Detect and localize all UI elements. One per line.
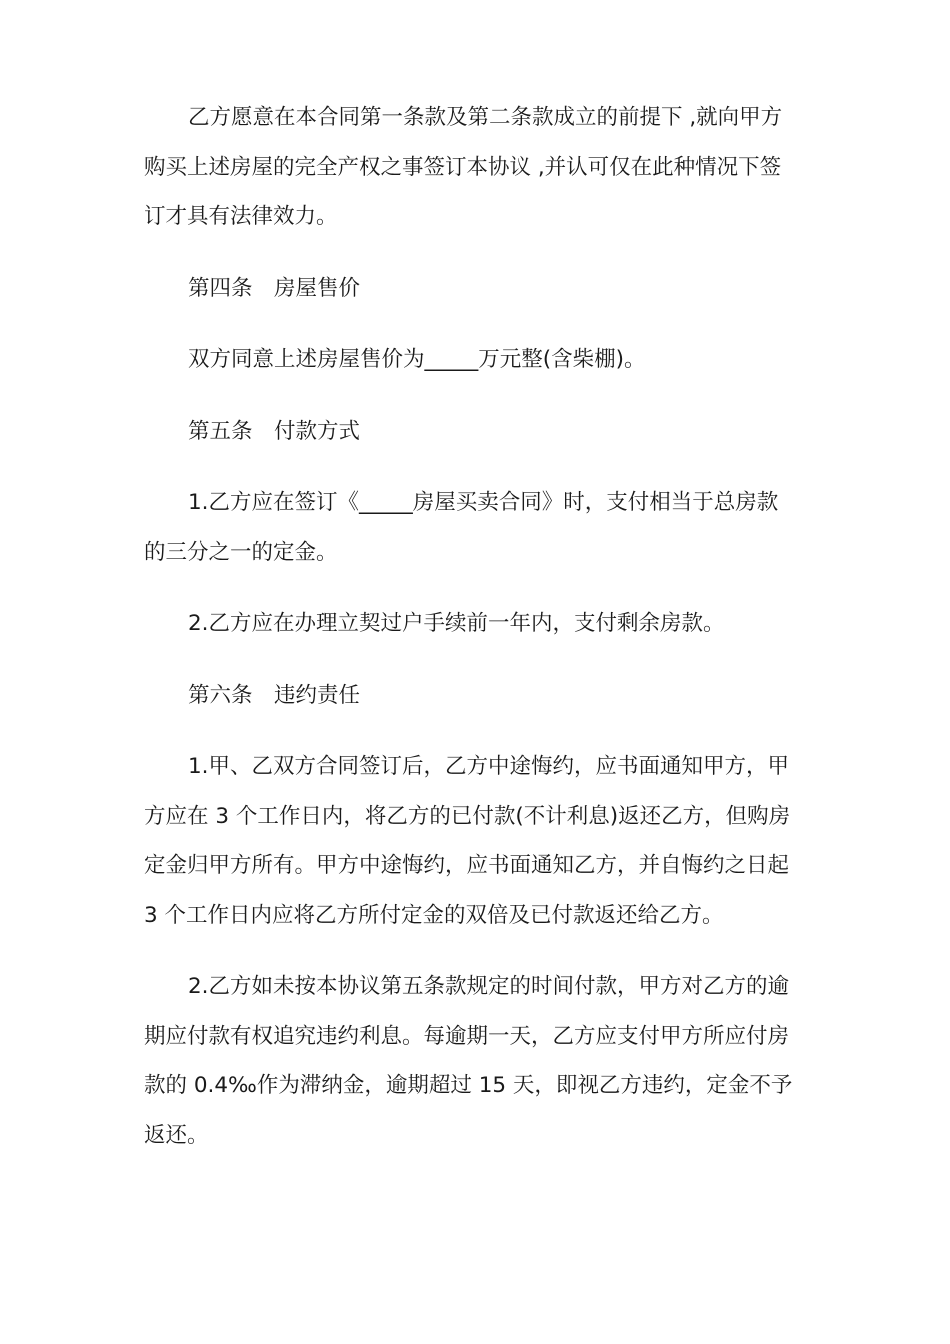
- heading-article-4: [144, 264, 820, 314]
- paragraph-breach-2: [144, 962, 820, 1160]
- text-line: 方应在 3 个工作日内，将乙方的已付款(不计利息)返还乙方，但购房: [144, 803, 791, 829]
- text-line: 2.乙方应在办理立契过户手续前一年内，支付剩余房款。: [188, 611, 725, 636]
- text-line: 订才具有法律效力。: [144, 204, 338, 229]
- text-line: 的三分之一的定金。: [144, 539, 338, 565]
- document-body: [144, 93, 820, 1182]
- text-line: 定金归甲方所有。甲方中途悔约，应书面通知乙方，并自悔约之日起: [144, 853, 790, 878]
- text-line: 1.乙方应在签订《_____房屋买卖合同》时，支付相当于总房款: [188, 490, 779, 515]
- paragraph-sale-price: [144, 335, 820, 385]
- text-line: 款的 0.4‰作为滞纳金，逾期超过 15 天，即视乙方违约，定金不予: [144, 1073, 793, 1098]
- paragraph-payment-1: [144, 478, 820, 577]
- text-line: 第六条 违约责任: [188, 682, 361, 708]
- text-line: 购买上述房屋的完全产权之事签订本协议 ,并认可仅在此种情况下签: [144, 154, 782, 180]
- text-line: 1.甲、乙双方合同签订后，乙方中途悔约，应书面通知甲方，甲: [188, 754, 790, 779]
- text-line: 乙方愿意在本合同第一条款及第二条款成立的前提下 ,就向甲方: [188, 105, 783, 130]
- heading-article-6: [144, 671, 820, 721]
- text-line: 第四条 房屋售价: [188, 275, 361, 301]
- text-line: 双方同意上述房屋售价为_____万元整(含柴棚)。: [188, 347, 646, 372]
- text-line: 2.乙方如未按本协议第五条款规定的时间付款，甲方对乙方的逾: [188, 974, 790, 999]
- paragraph-payment-2: [144, 599, 820, 649]
- text-line: 返还。: [144, 1122, 209, 1148]
- paragraph-purchase-intent: [144, 93, 820, 242]
- heading-article-5: [144, 407, 820, 457]
- text-line: 3 个工作日内应将乙方所付定金的双倍及已付款返还给乙方。: [144, 902, 724, 928]
- paragraph-breach-1: [144, 742, 820, 940]
- text-line: 期应付款有权追究违约利息。每逾期一天，乙方应支付甲方所应付房: [144, 1023, 790, 1049]
- text-line: 第五条 付款方式: [188, 418, 361, 444]
